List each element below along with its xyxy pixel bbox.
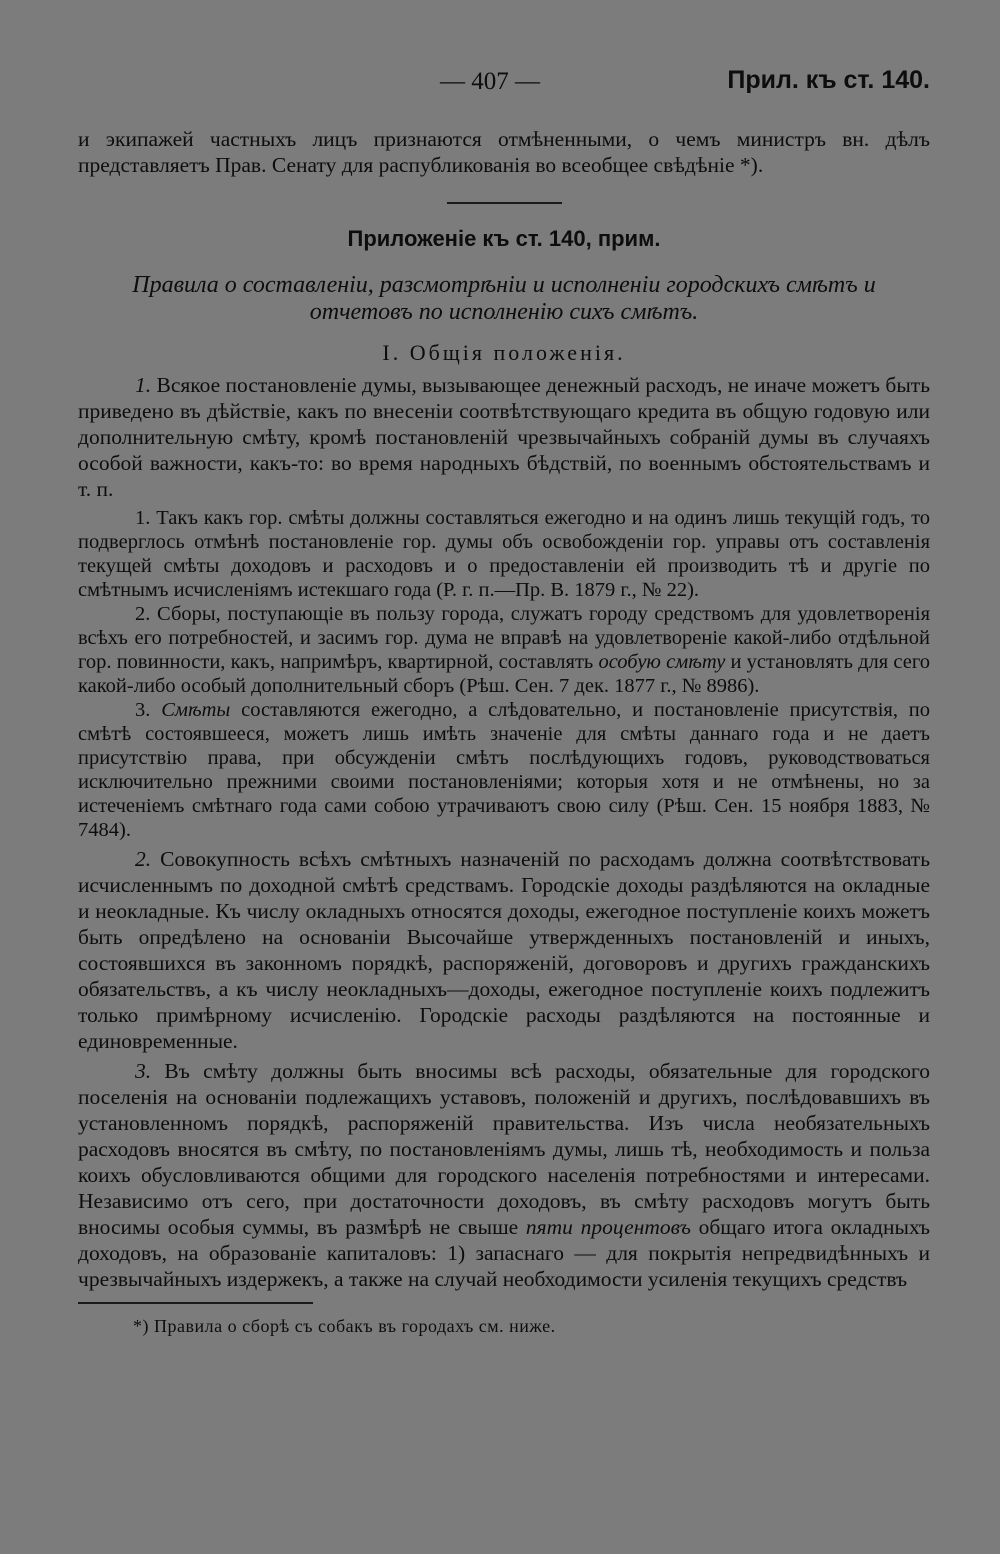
intro-paragraph: и экипажей частныхъ лицъ признаются отмѣненными, о чемъ министръ вн. дѣлъ представляетъ Прав. Сенату для распубликованія во всеобщее свѣдѣніе *). [78,127,930,177]
running-reference: Прил. къ ст. 140. [727,66,930,94]
note-text: Такъ какъ гор. смѣты должны составляться ежегодно и на одинъ лишь текущій годъ, то подверглось отмѣнѣ постановленіе гор. думы объ освобожденіи гор. управы отъ составленія текущей смѣты доходовъ и расходовъ и о предоставленіи ей производить тѣ и другіе по смѣтнымъ исчисленіямъ истекшаго года (Р. г. п.—Пр. В. 1879 г., № 22). [78,507,931,601]
separator-rule [447,202,562,204]
footnote-rule [78,1302,313,1304]
note-text: Сборы, поступающіе въ пользу города, служатъ городу средствомъ для удовлетворенія всѣхъ его потребностей, и засимъ гор. дума не вправѣ на удовлетвореніе какой-либо отдѣльной гор. повинности, какъ, напримѣръ, квартирной, составлять [78,603,931,673]
article-text-continued: общаго итога окладныхъ доходовъ, на образованіе капиталовъ: 1) запаснаго — для покрытія непредвидѣнныхъ и чрезвычайныхъ издержекъ, а также на случай необходимости усиленія текущихъ средствъ [78,1215,930,1291]
article-number: 2. [135,847,152,871]
article-1 [78,372,930,502]
note-text-continued: и установлять для сего какой-либо особый дополнительный сборъ (Рѣш. Сен. 7 дек. 1877 г., № 8986). [78,651,930,697]
note-emphasis: особую смѣту [598,651,726,673]
article-number: 1. [135,373,152,397]
article-emphasis: пяти процентовъ [525,1215,691,1239]
article-2 [78,846,930,1054]
article-text: Въ смѣту должны быть вносимы всѣ расходы, обязательные для городского поселенія на основаніи подлежащихъ уставовъ, положеній и другихъ, послѣдовавшихъ въ установленномъ порядкѣ, распоряженій правительства. Изъ числа необязательныхъ расходовъ вносятся въ смѣту, по постановленіямъ думы, лишь тѣ, необходимость и польза коихъ обусловливаются общими для городского населенія потребностями и интересами. Независимо отъ сего, при достаточности доходовъ, въ смѣту расходовъ могутъ быть вносимы особыя суммы, въ размѣрѣ не свыше [78,1059,930,1239]
note-3 [78,698,930,842]
article-number: 3. [135,1059,152,1083]
note-emphasis: Смѣты [161,699,231,721]
footnote: *) Правила о сборѣ съ собакъ въ городахъ см. ниже. [133,1316,556,1336]
article-3 [78,1058,930,1292]
note-text: составляются ежегодно, а слѣдовательно, и постановленіе присутствія, по смѣтѣ состоявшееся, можетъ лишь имѣть значеніе для смѣты даннаго года и не даетъ присутствію права, при обсужденіи смѣтъ послѣдующихъ годовъ, руководствоваться исключительно прежними своими постановленіями; которыя хотя и не отмѣнены, но за истеченіемъ смѣтнаго года сами собою утрачиваютъ свою силу (Рѣш. Сен. 15 ноября 1883, № 7484). [78,699,931,841]
note-1 [78,506,930,602]
note-2 [78,602,930,698]
page-number: — 407 — [440,68,540,95]
page-header [0,66,1000,106]
note-number: 1. [135,507,151,529]
appendix-title: Приложеніе къ ст. 140, прим. [347,226,661,251]
note-number: 3. [135,699,151,721]
section-heading: I. Общія положенія. [382,340,626,365]
article-text: Всякое постановленіе думы, вызывающее денежный расходъ, не иначе можетъ быть приведено въ дѣйствіе, какъ по внесеніи соотвѣтствующаго кредита въ общую годовую или дополнительную смѣту, кромѣ постановленій чрезвычайныхъ собраній думы въ случаяхъ особой важности, какъ-то: во время народныхъ бѣдствій, по военнымъ обстоятельствамъ и т. п. [78,373,931,501]
note-number: 2. [135,603,151,625]
page-body [78,126,930,1337]
article-text: Совокупность всѣхъ смѣтныхъ назначеній по расходамъ должна соотвѣтствовать исчисленнымъ по доходной смѣтѣ средствамъ. Городскіе доходы раздѣляются на окладные и неокладные. Къ числу окладныхъ относятся доходы, ежегодное поступленіе коихъ можетъ быть опредѣлено на основаніи Высочайше утвержденныхъ постановленій и иныхъ, состоявшихся въ законномъ порядкѣ, распоряженій, договоровъ и другихъ гражданскихъ обязательствъ, а къ числу неокладныхъ—доходы, ежегодное поступленіе коихъ подлежитъ только примѣрному исчисленію. Городскіе расходы раздѣляются на постоянные и единовременные. [78,847,931,1053]
rules-title: Правила о составленіи, разсмотрѣніи и исполненіи городскихъ смѣтъ и отчетовъ по исполненію сихъ смѣтъ. [132,272,876,325]
